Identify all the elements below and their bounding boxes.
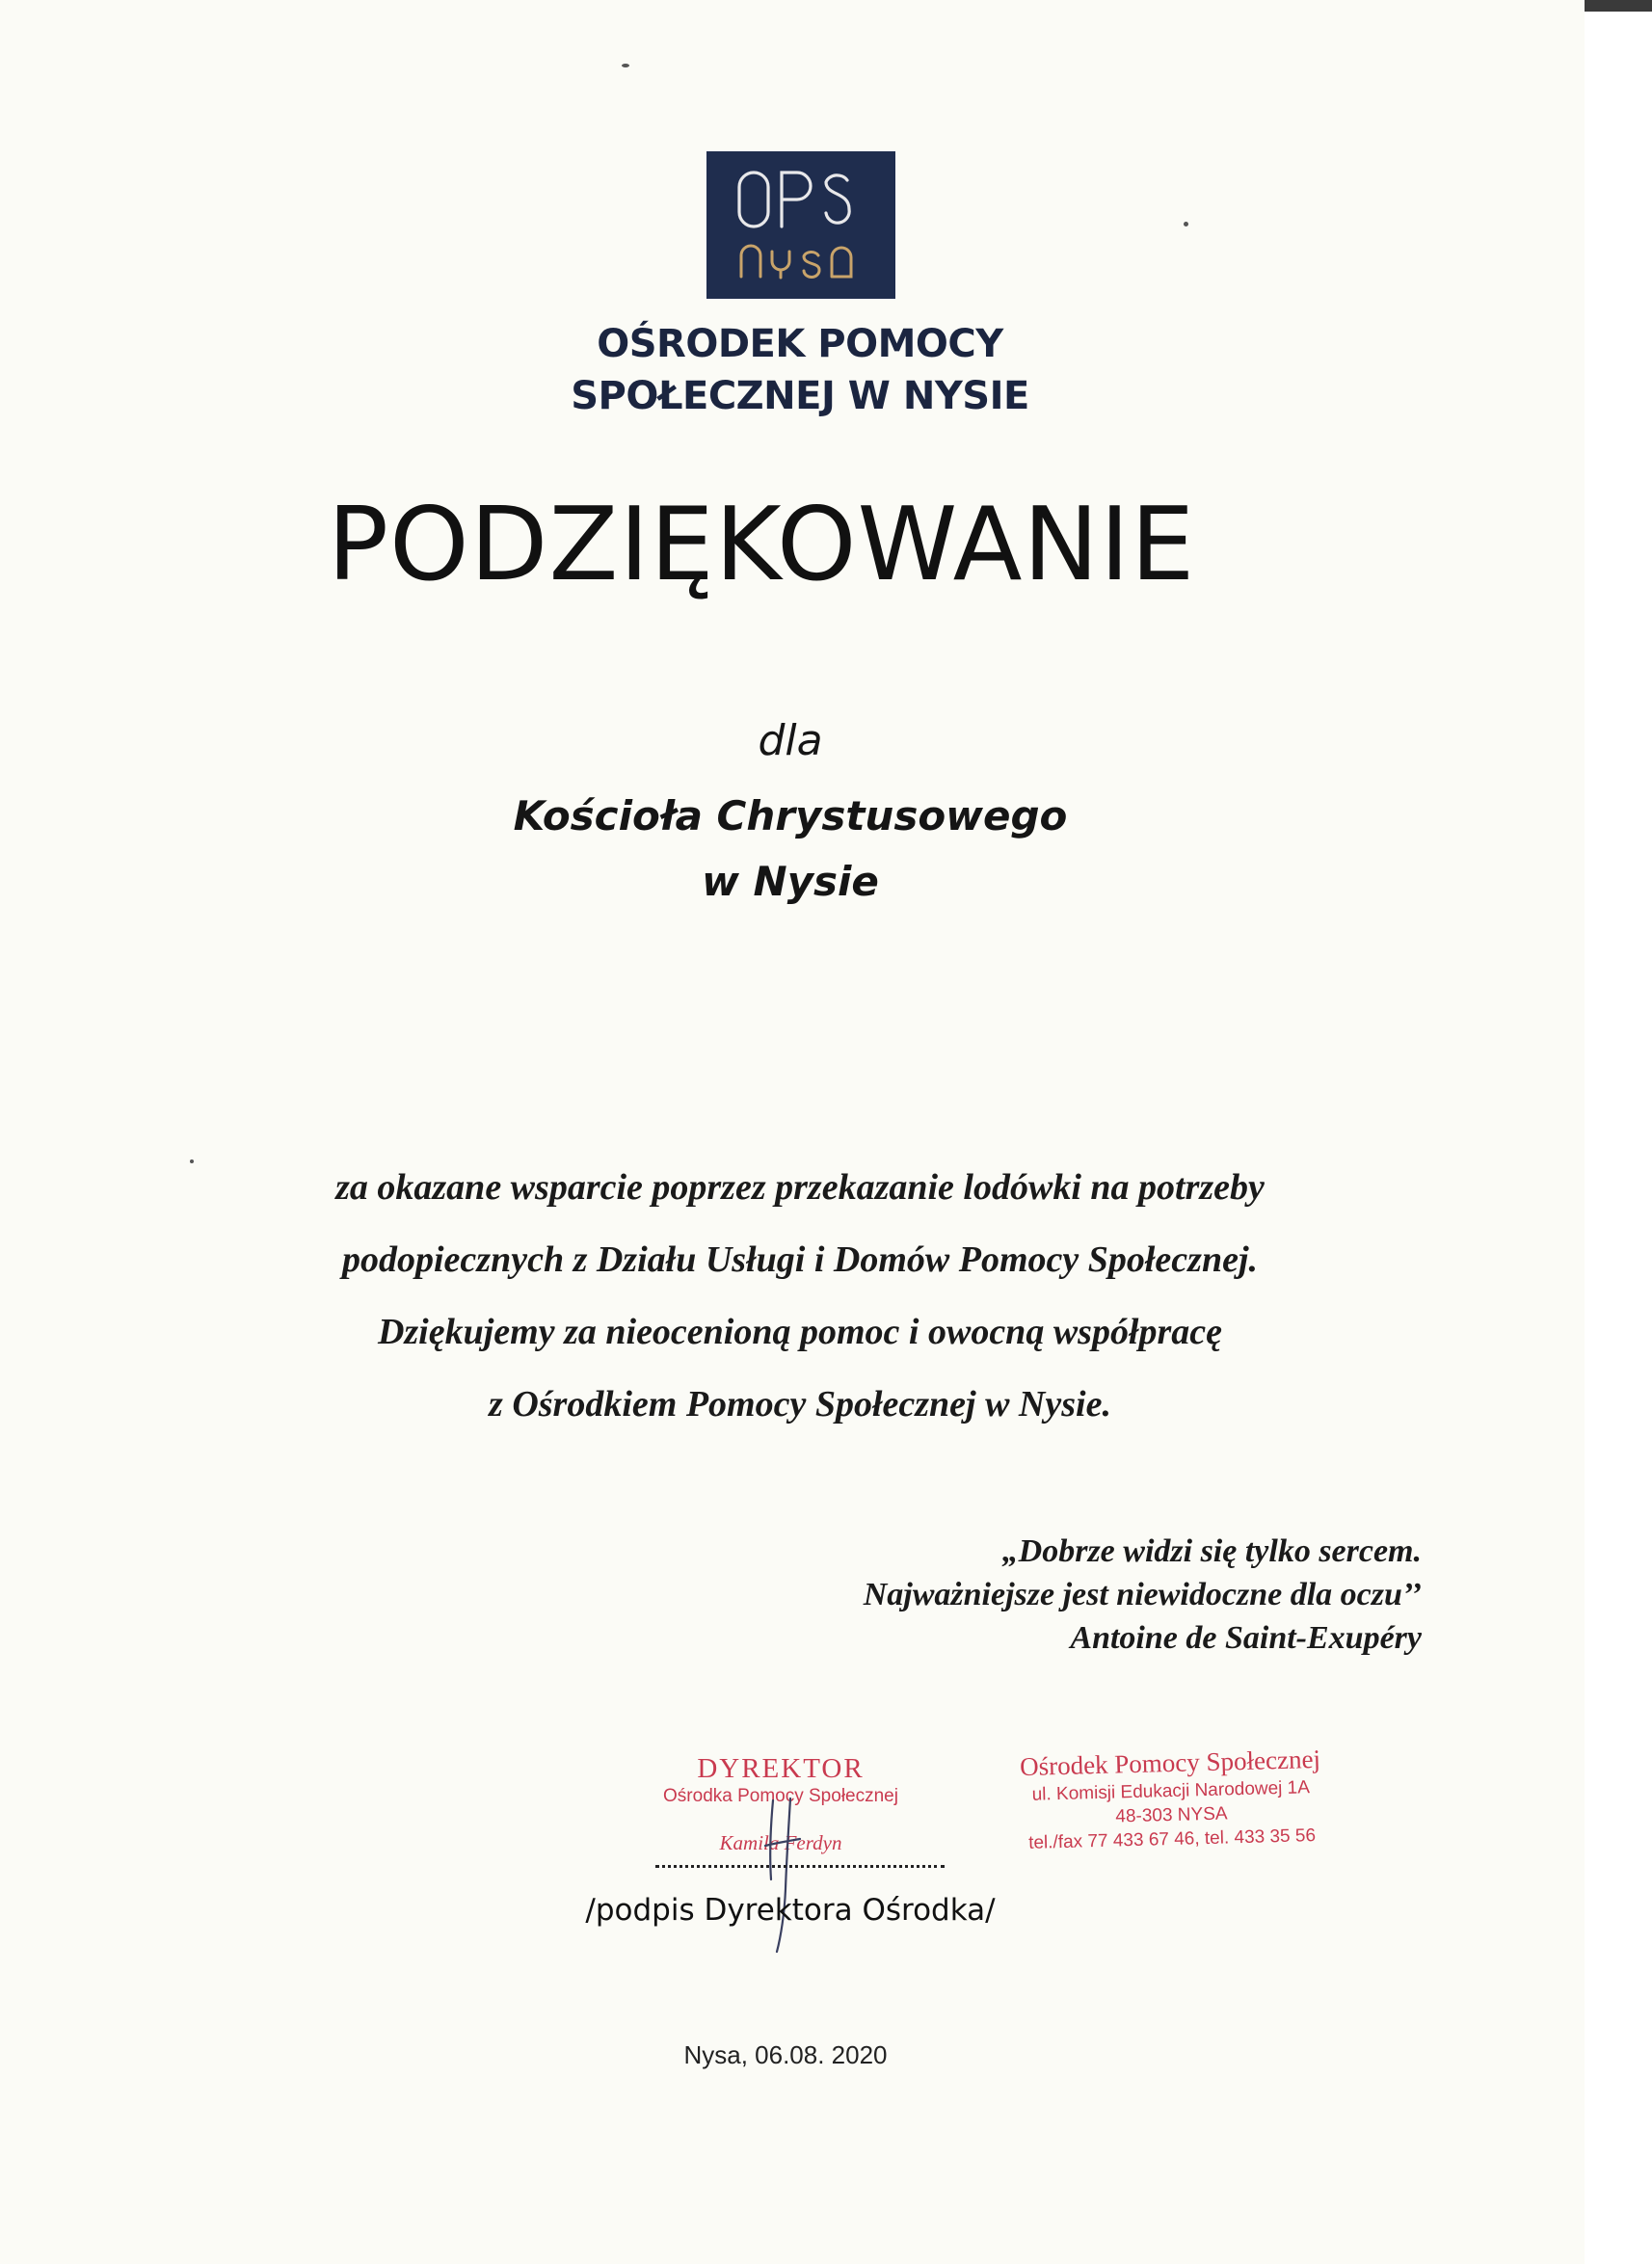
scan-speck bbox=[1184, 222, 1188, 226]
organization-stamp bbox=[973, 1742, 1371, 1857]
handwritten-signature bbox=[742, 1793, 819, 1957]
scan-edge bbox=[1585, 0, 1652, 2264]
thanks-body-line: Dziękujemy za nieocenioną pomoc i owocną współpracę bbox=[377, 1312, 1223, 1352]
director-stamp-name: Kamila Ferdyn bbox=[719, 1831, 842, 1854]
recipient-block bbox=[405, 708, 1176, 915]
document-date: Nysa, 06.08. 2020 bbox=[683, 2040, 888, 2069]
quote-author: Antoine de Saint-Exupéry bbox=[1070, 1620, 1422, 1656]
director-stamp-subtitle: Ośrodka Pomocy Społecznej bbox=[663, 1786, 898, 1806]
quote bbox=[675, 1530, 1422, 1660]
scan-speck bbox=[622, 64, 629, 67]
quote-line: Najważniejsze jest niewidoczne dla oczu’’ bbox=[863, 1577, 1422, 1612]
thanks-body-line: za okazane wsparcie poprzez przekazanie lodówki na potrzeby bbox=[335, 1167, 1265, 1208]
signature-line bbox=[655, 1865, 945, 1868]
organization-name bbox=[482, 318, 1118, 422]
scan-mark bbox=[1585, 0, 1652, 12]
recipient-location: w Nysie bbox=[702, 858, 879, 905]
thanks-body-line: z Ośrodkiem Pomocy Społecznej w Nysie. bbox=[489, 1384, 1111, 1425]
organization-name-line1: OŚRODEK POMOCY bbox=[597, 322, 1003, 366]
recipient-dla: dla bbox=[758, 716, 823, 765]
thanks-body-line: podopiecznych z Działu Usługi i Domów Pomocy Społecznej. bbox=[342, 1239, 1258, 1280]
org-stamp-phone: tel./fax 77 433 67 46, tel. 433 35 56 bbox=[1027, 1825, 1317, 1853]
ops-nysa-logo bbox=[706, 151, 895, 299]
quote-line: „Dobrze widzi się tylko sercem. bbox=[1001, 1533, 1422, 1569]
org-stamp-title: Ośrodek Pomocy Społecznej bbox=[1019, 1744, 1321, 1782]
recipient-name: Kościoła Chrystusowego bbox=[513, 792, 1068, 839]
thanks-body bbox=[193, 1152, 1407, 1441]
organization-name-line2: SPOŁECZNEJ W NYSIE bbox=[571, 374, 1029, 418]
director-stamp-title: DYREKTOR bbox=[697, 1753, 865, 1784]
signature-caption: /podpis Dyrektora Ośrodka/ bbox=[585, 1893, 996, 1928]
document-title: PODZIĘKOWANIE bbox=[327, 486, 1196, 603]
org-stamp-postal: 48-303 NYSA bbox=[1115, 1803, 1228, 1827]
org-stamp-address: ul. Komisji Edukacji Narodowej 1A bbox=[1031, 1777, 1311, 1805]
ops-nysa-logo-graphic bbox=[706, 151, 895, 299]
